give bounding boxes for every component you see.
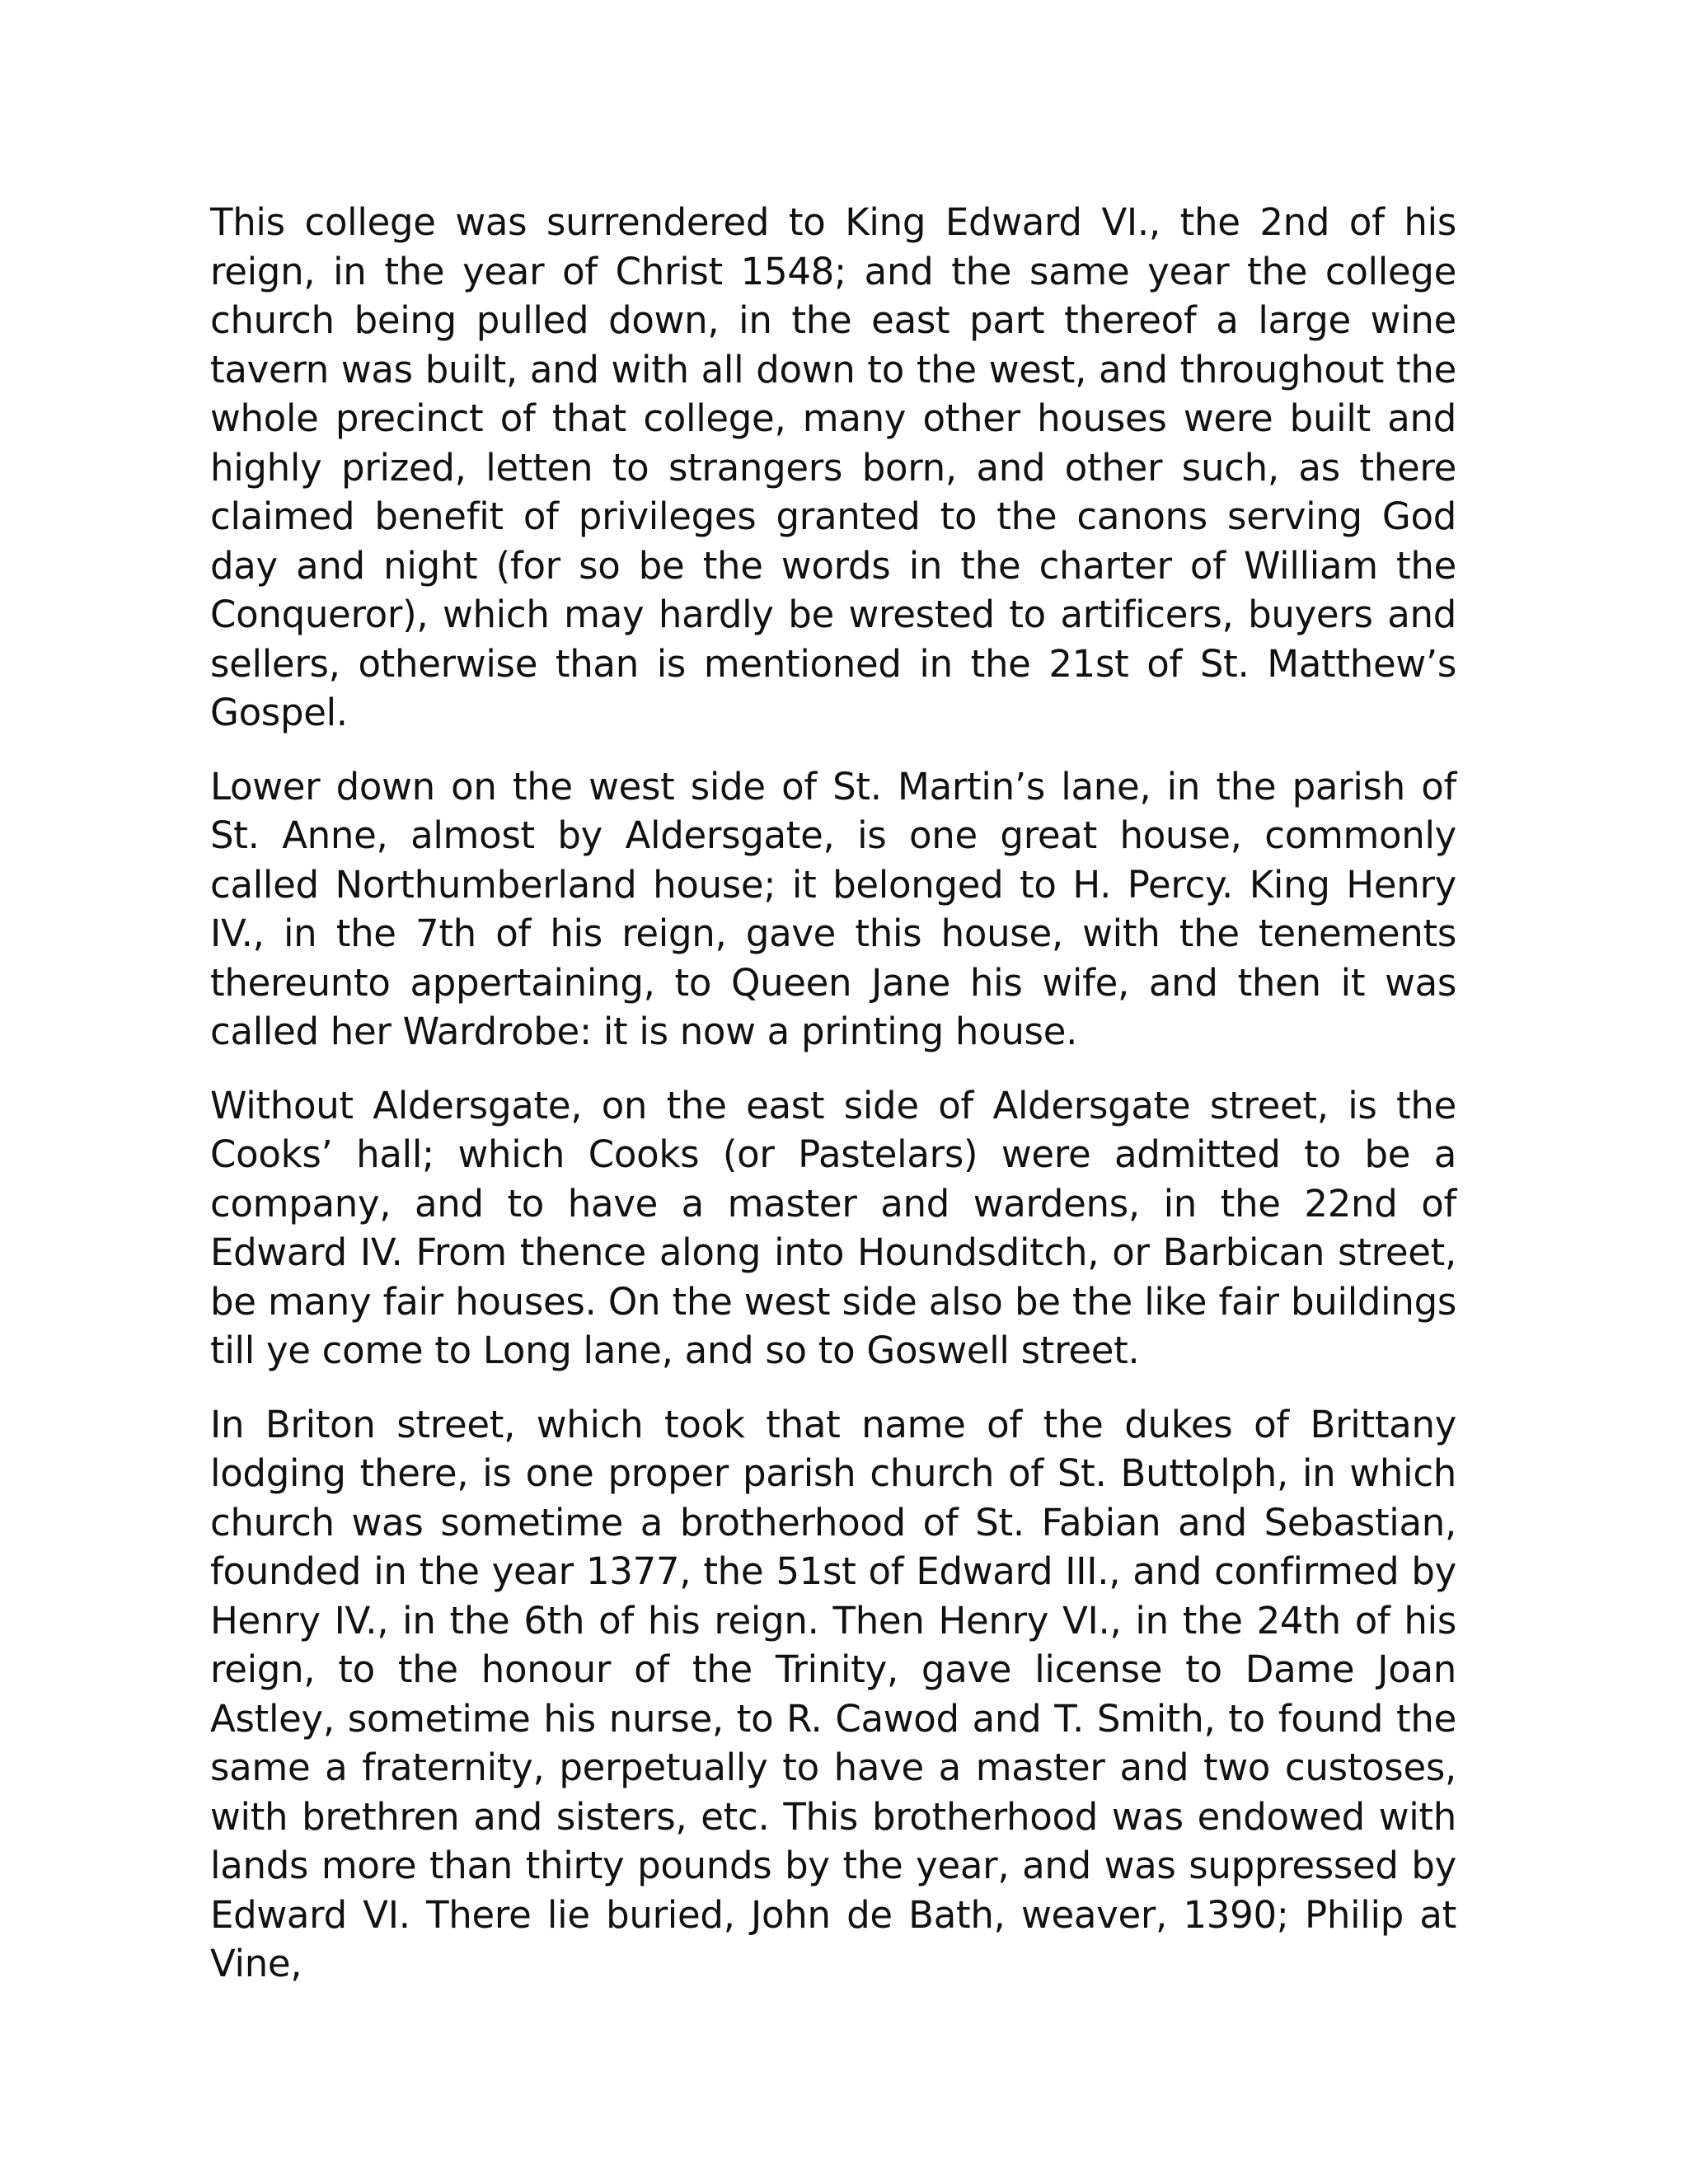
document-page <box>210 198 1456 2013</box>
paragraph-briton-street: In Briton street, which took that name of the dukes of Brittany lodging there, is one proper parish church of St. Buttolph, in which church was sometime a brotherhood of St. Fabian and Sebastian, founded in the year 1377, the 51st of Edward III., and confirmed by Henry IV., in the 6th of his reign. Then Henry VI., in the 24th of his reign, to the honour of the Trinity, gave license to Dame Joan Astley, sometime his nurse, to R. Cawod and T. Smith, to found the same a fraternity, perpetually to have a master and two custoses, with brethren and sisters, etc. This brotherhood was endowed with lands more than thirty pounds by the year, and was suppressed by Edward VI. There lie buried, John de Bath, weaver, 1390; Philip at Vine, <box>210 1402 1456 1985</box>
paragraph-northumberland-house: Lower down on the west side of St. Martin’s lane, in the parish of St. Anne, almost by Aldersgate, is one great house, commonly called Northumberland house; it belonged to H. Percy. King Henry IV., in the 7th of his reign, gave this house, with the tenements thereunto appertaining, to Queen Jane his wife, and then it was called her Wardrobe: it is now a printing house. <box>210 764 1456 1053</box>
paragraph-college-surrender: This college was surrendered to King Edward VI., the 2nd of his reign, in the year of Christ 1548; and the same year the college church being pulled down, in the east part thereof a large wine tavern was built, and with all down to the west, and throughout the whole precinct of that college, many other houses were built and highly prized, letten to strangers born, and other such, as there claimed benefit of privileges granted to the canons serving God day and night (for so be the words in the charter of William the Conqueror), which may hardly be wrested to artificers, buyers and sellers, otherwise than is mentioned in the 21st of St. Matthew’s Gospel. <box>210 200 1456 734</box>
paragraph-cooks-hall: Without Aldersgate, on the east side of Aldersgate street, is the Cooks’ hall; which Cooks (or Pastelars) were admitted to be a company, and to have a master and wardens, in the 22nd of Edward IV. From thence along into Houndsditch, or Barbican street, be many fair houses. On the west side also be the like fair buildings till ye come to Long lane, and so to Goswell street. <box>210 1083 1456 1372</box>
